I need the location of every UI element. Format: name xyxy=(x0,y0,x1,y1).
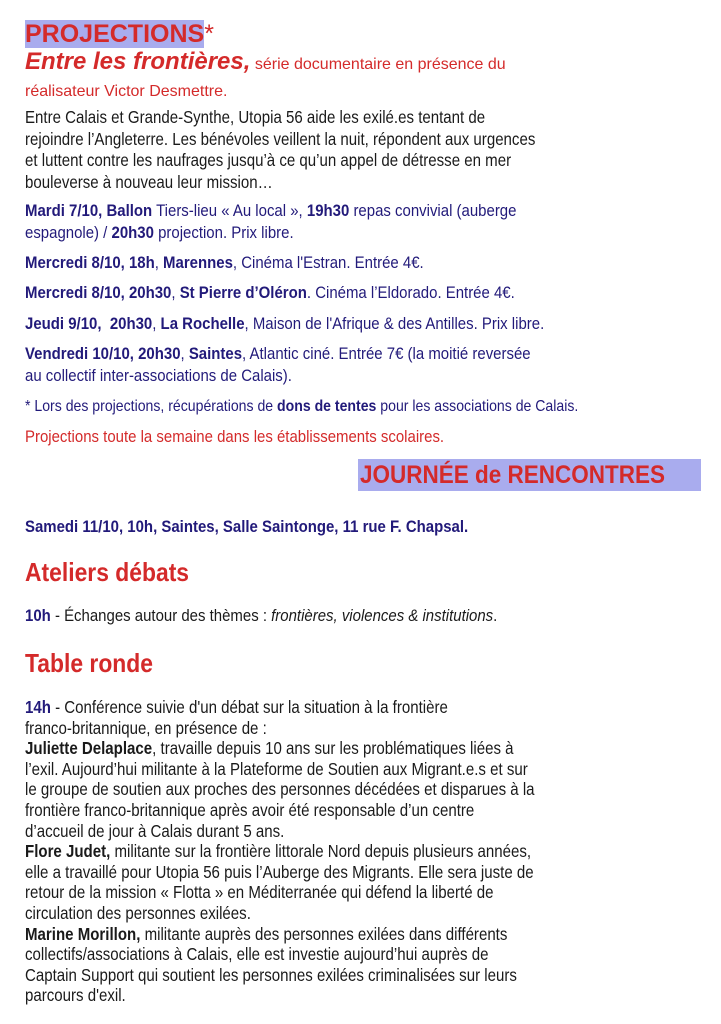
synopsis xyxy=(25,107,618,193)
synopsis-line: et luttent contre les naufrages jusqu’à ce qu’un appel de détresse en mer xyxy=(25,150,512,170)
note-text: * Lors des projections, récupérations de xyxy=(25,398,278,415)
event-la-rochelle xyxy=(25,313,615,335)
event-place: Saintes xyxy=(188,344,243,363)
event-text: , xyxy=(180,344,189,363)
event-text: , xyxy=(154,253,164,272)
ateliers-themes: frontières, violences & institutions xyxy=(271,606,494,625)
event-text: au collectif inter-associations de Calais). xyxy=(25,365,292,385)
speaker-bio: militante sur la frontière littorale Nord depuis plusieurs années, xyxy=(110,841,532,862)
table-ronde-intro: - Conférence suivie d'un débat sur la situation à la frontière xyxy=(50,697,448,717)
speaker-bio: elle a travaillé pour Utopia 56 puis l’Auberge des Migrants. Elle sera juste de xyxy=(25,861,534,882)
synopsis-line: Entre Calais et Grande-Synthe, Utopia 56 aide les exilé.es tentant de xyxy=(25,107,486,127)
speaker-bio: l’exil. Aujourd’hui militante à la Plateforme de Soutien aux Migrant.e.s et sur xyxy=(25,758,528,779)
event-date: Mercredi 8/10, 20h30 xyxy=(25,283,172,302)
table-ronde-heading xyxy=(25,648,170,678)
film-description: série documentaire en présence du xyxy=(254,56,506,73)
event-date: Jeudi 9/10, 20h30 xyxy=(25,314,153,333)
speaker-bio: circulation des personnes exilées. xyxy=(25,902,251,923)
speaker-name: Flore Judet, xyxy=(25,841,111,862)
ateliers-desc: - Échanges autour des thèmes : xyxy=(50,606,272,625)
event-time: 20h30 xyxy=(111,222,154,242)
journee-heading-text: JOURNÉE de RENCONTRES xyxy=(360,461,666,489)
table-ronde-time: 14h xyxy=(25,697,51,717)
speaker-bio: parcours d'exil. xyxy=(25,985,126,1006)
event-date-place: Mardi 7/10, Ballon xyxy=(25,201,153,220)
table-ronde-body xyxy=(25,697,618,1006)
speaker-bio: retour de la mission « Flotta » en Méditerranée qui défend la liberté de xyxy=(25,882,494,903)
ateliers-heading xyxy=(25,557,211,587)
film-title: Entre les frontières, xyxy=(25,48,251,75)
projections-heading-highlight: PROJECTIONS xyxy=(25,20,205,48)
speaker-bio: , travaille depuis 10 ans sur les problématiques liées à xyxy=(152,738,514,759)
event-place: Marennes xyxy=(163,253,233,272)
event-text: , Maison de l'Afrique & des Antilles. Prix libre. xyxy=(244,314,545,333)
journee-heading-highlight xyxy=(358,459,701,491)
schools-note xyxy=(25,426,501,448)
projections-heading xyxy=(25,20,214,48)
film-title-line xyxy=(25,48,506,75)
event-saintes xyxy=(25,343,600,386)
table-ronde-heading-text: Table ronde xyxy=(25,648,153,678)
event-text: repas convivial (auberge xyxy=(349,201,517,220)
event-text: , Atlantic ciné. Entrée 7€ (la moitié reversée xyxy=(242,344,531,363)
note-text: pour les associations de Calais. xyxy=(376,398,579,415)
ateliers-end: . xyxy=(493,606,498,625)
asterisk: * xyxy=(204,20,214,48)
event-text: projection. Prix libre. xyxy=(153,222,294,242)
synopsis-line: bouleverse à nouveau leur mission… xyxy=(25,171,273,192)
film-description-2: réalisateur Victor Desmettre. xyxy=(25,83,228,100)
journee-heading xyxy=(358,459,701,491)
event-oleron xyxy=(25,282,582,304)
event-place: St Pierre d’Oléron xyxy=(179,283,307,302)
table-ronde-intro: franco-britannique, en présence de : xyxy=(25,717,267,738)
speaker-name: Marine Morillon, xyxy=(25,923,141,944)
speaker-name: Juliette Delaplace xyxy=(25,738,153,759)
ateliers-text xyxy=(25,605,562,627)
note-bold: dons de tentes xyxy=(277,398,377,415)
synopsis-line: rejoindre l’Angleterre. Les bénévoles veillent la nuit, répondent aux urgences xyxy=(25,128,536,149)
event-time: 19h30 xyxy=(306,201,350,220)
tent-donation-note xyxy=(25,396,654,418)
speaker-bio: militante auprès des personnes exilées dans différents xyxy=(140,923,508,944)
event-text: , Cinéma l'Estran. Entrée 4€. xyxy=(232,253,424,272)
ateliers-heading-text: Ateliers débats xyxy=(25,557,190,587)
event-ballon xyxy=(25,200,583,243)
speaker-bio: collectifs/associations à Calais, elle est investie aujourd’hui auprès de xyxy=(25,944,489,965)
event-place: La Rochelle xyxy=(160,314,245,333)
journee-date-text: Samedi 11/10, 10h, Saintes, Salle Saintonge, 11 rue F. Chapsal. xyxy=(25,517,469,536)
event-text: . Cinéma l’Eldorado. Entrée 4€. xyxy=(306,283,515,302)
speaker-bio: le groupe de soutien aux proches des personnes décédées et disparues à la xyxy=(25,779,535,800)
event-marennes xyxy=(25,252,478,274)
event-text: , xyxy=(152,314,161,333)
event-date: Vendredi 10/10, 20h30 xyxy=(25,344,181,363)
ateliers-time: 10h xyxy=(25,606,51,625)
schools-note-text: Projections toute la semaine dans les établissements scolaires. xyxy=(25,427,445,446)
event-text: Tiers-lieu « Au local », xyxy=(152,201,307,220)
speaker-bio: Captain Support qui soutient les personnes exilées criminalisées sur leurs xyxy=(25,964,517,985)
speaker-bio: d’accueil de jour à Calais durant 5 ans. xyxy=(25,820,285,841)
event-date: Mercredi 8/10, 18h xyxy=(25,253,155,272)
event-text: , xyxy=(171,283,180,302)
journee-date xyxy=(25,516,529,538)
speaker-bio: frontière franco-britannique après avoir été responsable d’un centre xyxy=(25,799,475,820)
event-text: espagnole) / xyxy=(25,222,112,242)
